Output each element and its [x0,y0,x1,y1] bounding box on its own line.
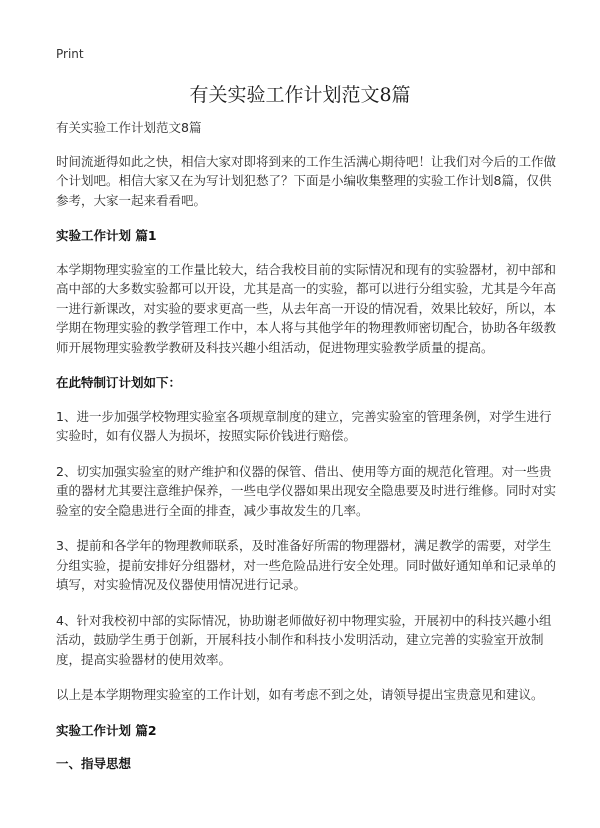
intro-paragraph: 时间流逝得如此之快，相信大家对即将到来的工作生活满心期待吧！让我们对今后的工作做个计划吧。相信大家又在为写计划犯愁了？下面是小编收集整理的实验工作计划8篇，仅供参考，大家一起来看看吧。 [56,153,557,208]
plan-item-1: 1、进一步加强学校物理实验室各项规章制度的建立，完善实验室的管理条例，对学生进行实验时，如有仪器人为损坏，按照实际价钱进行赔偿。 [56,408,552,443]
plan-item-4: 4、针对我校初中部的实际情况，协助谢老师做好初中物理实验，开展初中的科技兴趣小组活动，鼓励学生勇于创新，开展科技小制作和科技小发明活动，建立完善的实验室开放制度，提高实验器材的使用效率。 [56,612,552,667]
conclusion-paragraph: 以上是本学期物理实验室的工作计划，如有考虑不到之处，请领导提出宝贵意见和建议。 [56,687,544,702]
page-title: 有关实验工作计划范文8篇 [189,84,411,106]
plan-item-3: 3、提前和各学年的物理教师联系，及时准备好所需的物理器材，满足教学的需要，对学生分组实验，提前安排好分组器材，对一些危险品进行安全处理。同时做好通知单和记录单的填写，对实验情况及仪器使用情况进行记录。 [56,538,557,592]
print-link[interactable]: Print [56,47,84,61]
plan-heading: 在此特制订计划如下： [56,375,182,390]
section2-subheading: 一、指导思想 [56,756,132,771]
section1-paragraph: 本学期物理实验室的工作量比较大，结合我校目前的实际情况和现有的实验器材，初中部和高中部的大多数实验都可以开设，尤其是高一的实验，都可以进行分组实验，尤其是今年高一进行新课改，对实验的要求更高一些，从去年高一开设的情况看，效果比较好，所以，本学期在物理实验的教学管理工作中，本人将与其他学年的物理教师密切配合，协助各年级教师开展物理实验教学教研及科技兴趣小组活动，促进物理实验教学质量的提高。 [56,261,557,355]
article-subtitle: 有关实验工作计划范文8篇 [56,120,202,135]
section1-heading: 实验工作计划 篇1 [56,228,157,243]
plan-item-2: 2、切实加强实验室的财产维护和仪器的保管、借出、使用等方面的规范化管理。对一些贵重的器材尤其要注意维护保养，一些电学仪器如果出现安全隐患要及时进行维修。同时对实验室的安全隐患进行全面的排查，减少事故发生的几率。 [56,463,557,518]
section2-heading: 实验工作计划 篇2 [56,722,157,738]
article-body [56,118,556,788]
